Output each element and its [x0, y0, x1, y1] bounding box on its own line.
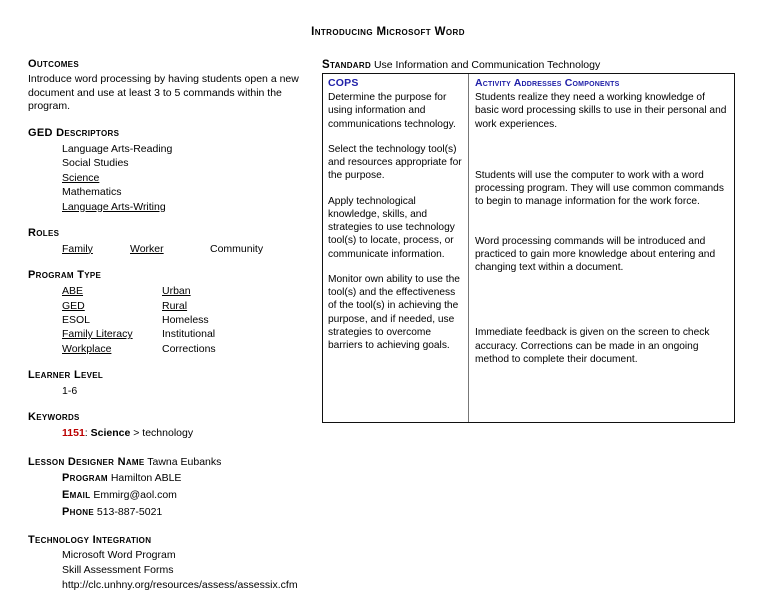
technology-integration-item: Microsoft Word Program — [62, 549, 176, 562]
activity-cell: Students realize they need a working knowledge of basic word processing skills to use in their personal and work experiences. — [475, 92, 727, 130]
keyword-entry — [62, 426, 318, 441]
program-type-item-homeless[interactable] — [162, 313, 318, 327]
keyword-separator: : — [84, 426, 88, 439]
program-type-label: GED — [62, 299, 85, 312]
spacer — [28, 521, 318, 534]
ged-descriptor-label: Science — [62, 171, 100, 184]
program-type-grid — [62, 284, 318, 356]
cops-cell: Determine the purpose for using information and communications technology. — [328, 92, 456, 130]
spacer — [28, 256, 318, 269]
ged-descriptor-label: Language Arts-Writing — [62, 200, 166, 213]
ged-descriptors-heading: GED Descriptors — [28, 127, 120, 140]
spacer — [28, 441, 318, 454]
program-type-section — [28, 269, 318, 356]
designer-section — [28, 454, 318, 521]
keywords-section — [28, 411, 318, 440]
ged-descriptors-list — [62, 142, 318, 214]
designer-name-value: Tawna Eubanks — [147, 455, 222, 468]
technology-integration-heading: Technology Integration — [28, 533, 152, 546]
program-type-label: Urban — [162, 285, 191, 298]
outcomes-heading: Outcomes — [28, 58, 79, 70]
cops-cell: Apply technological knowledge, skills, and strategies to use technology tool(s) to locate, process, or communicate information. — [328, 195, 455, 260]
ged-descriptor-item[interactable] — [62, 171, 318, 185]
roles-heading: Roles — [28, 226, 60, 239]
role-item-worker[interactable]: Worker — [130, 242, 164, 255]
ged-descriptor-item[interactable] — [62, 185, 318, 199]
ged-descriptor-item[interactable] — [62, 200, 318, 214]
cops-cell: Monitor own ability to use the tool(s) and the effectiveness of the tool(s) in achieving the purpose, and if needed, use strategies to overcome barriers to achieving goals. — [328, 273, 460, 352]
technology-integration-section — [28, 534, 318, 593]
ged-descriptor-label: Social Studies — [62, 157, 129, 170]
designer-email-label: Email — [62, 489, 91, 502]
spacer — [475, 286, 728, 326]
designer-program-label: Program — [62, 472, 108, 485]
activity-cell: Immediate feedback is given on the screen to check accuracy. Corrections can be made in an ongoing method to complete their document. — [475, 327, 710, 365]
program-type-item-urban[interactable] — [162, 284, 318, 298]
program-type-item-rural[interactable] — [162, 299, 318, 313]
program-type-item-abe[interactable] — [62, 284, 162, 298]
spacer — [28, 356, 318, 369]
role-item-family[interactable]: Family — [62, 242, 93, 255]
ged-descriptors-section — [28, 127, 318, 214]
designer-email-line — [62, 487, 318, 504]
activity-column-header: Activity Addresses Components — [475, 77, 620, 89]
learner-level-section — [28, 369, 318, 398]
designer-phone-label: Phone — [62, 505, 94, 518]
standard-value: Use Information and Communication Technology — [373, 59, 601, 71]
activity-cell: Word processing commands will be introduced and practiced to gain more knowledge about entering and changing text within a document. — [475, 235, 716, 274]
cops-cell: Select the technology tool(s) and resources appropriate for the purpose. — [328, 143, 462, 182]
keyword-path: > technology — [133, 426, 194, 439]
technology-integration-list — [28, 548, 318, 592]
ged-descriptor-label: Language Arts-Reading — [62, 143, 173, 156]
program-type-label: ABE — [62, 285, 84, 298]
program-type-item-corrections[interactable] — [162, 342, 318, 356]
designer-email-value[interactable]: Emmirg@aol.com — [93, 489, 177, 502]
ged-descriptor-item[interactable] — [62, 142, 318, 156]
outcomes-section — [28, 58, 318, 114]
standard-line — [322, 58, 600, 73]
learner-level-heading: Learner Level — [28, 369, 104, 382]
role-item-community[interactable]: Community — [210, 242, 264, 255]
cops-column — [323, 74, 469, 422]
designer-name-line — [28, 454, 318, 471]
technology-integration-item[interactable]: Skill Assessment Forms http://clc.unhny.org/resources/assess/assessix.cfm — [62, 564, 298, 591]
designer-phone-line — [62, 504, 318, 521]
program-type-item-family-literacy[interactable] — [62, 327, 162, 341]
designer-phone-value: 513-887-5021 — [96, 505, 163, 518]
program-type-label: Homeless — [162, 313, 209, 326]
program-type-label: Workplace — [62, 342, 112, 355]
program-type-item-esol[interactable] — [62, 313, 162, 327]
program-type-label: Corrections — [162, 342, 216, 355]
page-title: Introducing Microsoft Word — [311, 26, 465, 38]
spacer — [475, 143, 728, 169]
designer-program-value: Hamilton ABLE — [110, 472, 182, 485]
program-type-item-workplace[interactable] — [62, 342, 162, 356]
program-type-heading: Program Type — [28, 269, 102, 282]
ged-descriptor-label: Mathematics — [62, 186, 122, 199]
roles-section — [28, 227, 318, 256]
program-type-item-institutional[interactable] — [162, 327, 318, 341]
program-type-label: ESOL — [62, 313, 91, 326]
spacer — [28, 214, 318, 227]
components-table — [322, 73, 735, 423]
left-column — [28, 58, 318, 592]
keyword-primary: Science — [90, 426, 131, 439]
spacer — [28, 398, 318, 411]
spacer — [475, 221, 728, 235]
designer-program-line — [62, 470, 318, 487]
standard-label: Standard — [322, 59, 372, 71]
program-type-item-ged[interactable] — [62, 299, 162, 313]
spacer — [28, 114, 318, 127]
learner-level-value-wrap — [62, 384, 318, 398]
activity-column — [469, 74, 734, 422]
learner-level-value: 1-6 — [62, 384, 78, 397]
program-type-label: Rural — [162, 299, 188, 312]
roles-list — [62, 242, 318, 257]
program-type-label: Institutional — [162, 328, 216, 341]
outcomes-text: Introduce word processing by having students open a new document and use at least 3 to 5 commands within the program. — [28, 72, 299, 113]
cops-column-header: COPS — [328, 77, 359, 89]
program-type-label: Family Literacy — [62, 328, 133, 341]
activity-cell: Students will use the computer to work with a word processing program. They will use common commands to begin to manage information for the work force. — [475, 169, 724, 208]
designer-name-label: Lesson Designer Name — [28, 455, 145, 468]
keyword-number: 1151 — [62, 426, 85, 439]
keywords-heading: Keywords — [28, 411, 80, 424]
ged-descriptor-item[interactable] — [62, 156, 318, 170]
